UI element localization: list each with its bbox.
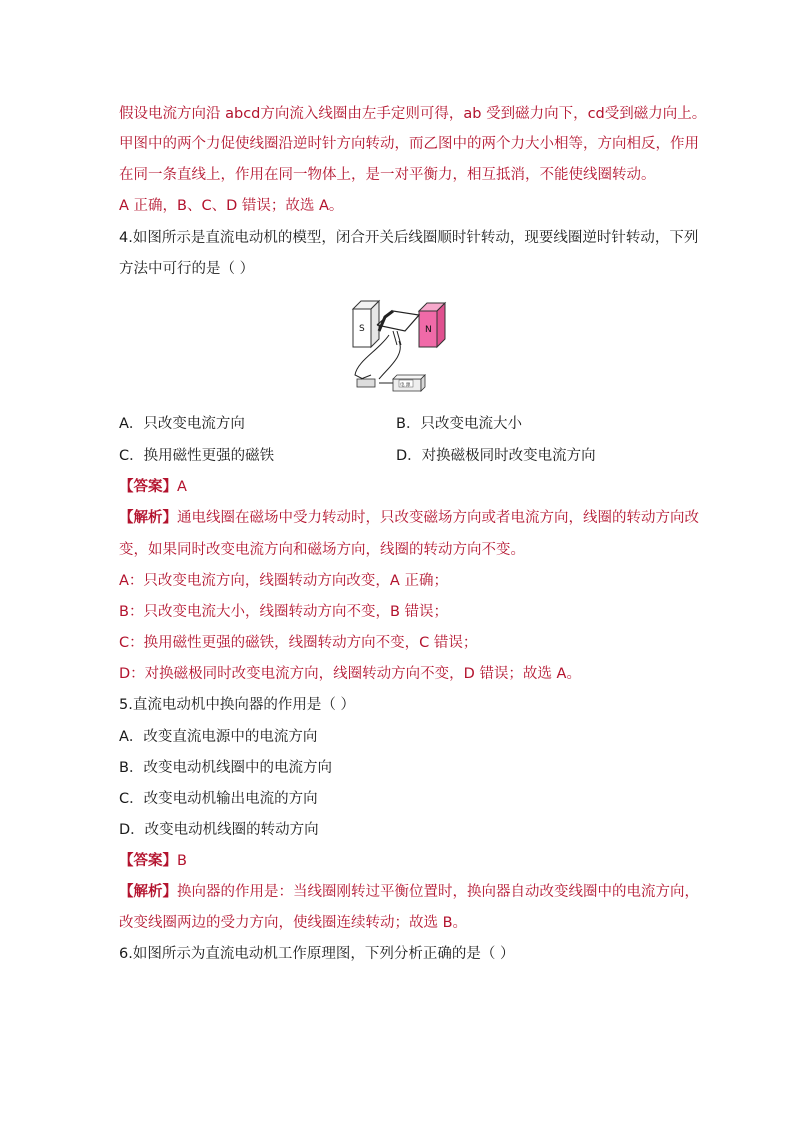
q4-option-c[interactable]: C．换用磁性更强的磁铁 bbox=[119, 448, 275, 464]
q5-analysis-key: 【解析】 bbox=[119, 884, 177, 900]
q5-answer-value: B bbox=[177, 853, 187, 869]
n-pole-label: N bbox=[425, 325, 432, 335]
q3-explanation-line-4: A 正确，B、C、D 错误；故选 A。 bbox=[119, 198, 344, 214]
q4-stem-line-1: 4.如图所示是直流电动机的模型，闭合开关后线圈顺时针转动，现要线圈逆时针转动，下列 bbox=[119, 230, 699, 246]
q6-stem: 6.如图所示为直流电动机工作原理图，下列分析正确的是（ ） bbox=[119, 946, 515, 962]
s-pole-label: S bbox=[359, 324, 365, 334]
q4-analysis-a: A：只改变电流方向，线圈转动方向改变，A 正确； bbox=[119, 573, 448, 589]
q4-analysis-line-1 bbox=[119, 508, 699, 528]
q4-analysis-text-1: 通电线圈在磁场中受力转动时，只改变磁场方向或者电流方向，线圈的转动方向改 bbox=[177, 510, 699, 526]
q4-stem-line-2: 方法中可行的是（ ） bbox=[119, 261, 255, 277]
q3-explanation-line-2: 甲图中的两个力促使线圈沿逆时针方向转动，而乙图中的两个力大小相等，方向相反，作用 bbox=[119, 136, 699, 152]
coil bbox=[377, 311, 419, 345]
s-magnet bbox=[353, 301, 379, 347]
battery bbox=[393, 375, 425, 391]
q5-answer bbox=[119, 851, 187, 871]
q5-analysis-line-2: 改变线圈两边的受力方向，使线圈连续转动；故选 B。 bbox=[119, 915, 468, 931]
q4-answer-value: A bbox=[177, 479, 187, 495]
q4-analysis-d: D：对换磁极同时改变电流方向，线圈转动方向不变，D 错误；故选 A。 bbox=[119, 666, 581, 682]
q5-analysis-line-1 bbox=[119, 882, 699, 902]
q4-analysis-b: B：只改变电流大小，线圈转动方向不变，B 错误； bbox=[119, 604, 449, 620]
q3-explanation-line-1: 假设电流方向沿 abcd方向流入线圈由左手定则可得，ab 受到磁力向下，cd受到磁力向上。 bbox=[119, 106, 707, 122]
q5-answer-key: 【答案】 bbox=[119, 853, 177, 869]
q4-option-d[interactable]: D．对换磁极同时改变电流方向 bbox=[396, 448, 596, 464]
motor-model-figure bbox=[349, 295, 447, 397]
q5-option-a[interactable]: A．改变直流电源中的电流方向 bbox=[119, 729, 318, 745]
battery-label: 电 源 bbox=[400, 383, 411, 388]
q5-option-b[interactable]: B．改变电动机线圈中的电流方向 bbox=[119, 760, 332, 776]
q5-option-d[interactable]: D．改变电动机线圈的转动方向 bbox=[119, 822, 319, 838]
q3-explanation-line-3: 在同一条直线上，作用在同一物体上，是一对平衡力，相互抵消，不能使线圈转动。 bbox=[119, 167, 656, 183]
q5-stem: 5.直流电动机中换向器的作用是（ ） bbox=[119, 697, 355, 713]
q4-answer bbox=[119, 477, 187, 497]
n-magnet bbox=[419, 303, 445, 347]
q4-analysis-c: C：换用磁性更强的磁铁，线圈转动方向不变，C 错误； bbox=[119, 635, 478, 651]
q4-option-a[interactable]: A．只改变电流方向 bbox=[119, 416, 245, 432]
q5-option-c[interactable]: C．改变电动机输出电流的方向 bbox=[119, 791, 318, 807]
q4-answer-key: 【答案】 bbox=[119, 479, 177, 495]
q4-analysis-line-2: 变，如果同时改变电流方向和磁场方向，线圈的转动方向不变。 bbox=[119, 542, 525, 558]
q4-option-b[interactable]: B．只改变电流大小 bbox=[396, 416, 522, 432]
q4-analysis-key: 【解析】 bbox=[119, 510, 177, 526]
q5-analysis-text-1: 换向器的作用是：当线圈刚转过平衡位置时，换向器自动改变线圈中的电流方向， bbox=[177, 884, 699, 900]
